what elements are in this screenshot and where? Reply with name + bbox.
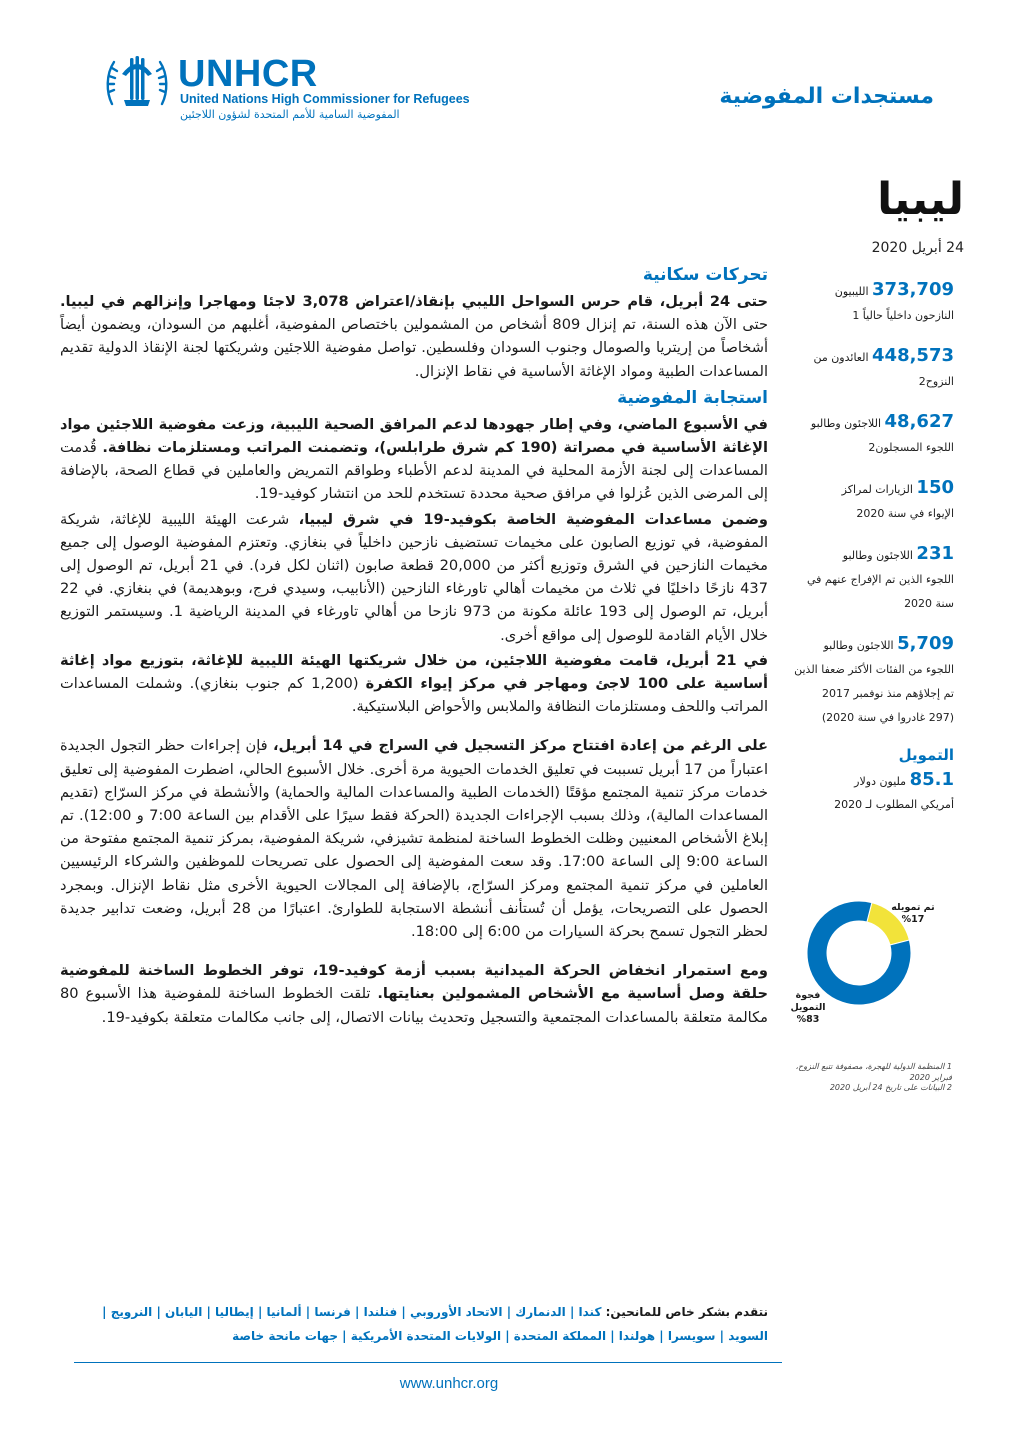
- section-heading-response: استجابة المفوضية: [617, 387, 768, 408]
- donors-acknowledgement: [60, 1300, 768, 1348]
- stat-value: 5,709: [897, 633, 954, 654]
- stat-value: 373,709: [872, 279, 954, 300]
- paragraph: [60, 959, 768, 1029]
- funded-pct: %17: [901, 914, 925, 925]
- paragraph-body: حتى الآن هذه السنة، تم إنزال 809 أشخاص من المشمولين باختصاص المفوضية، أغلبهم من السودان، ويضمون أيضاً أشخاصاً من إريتريا والصومال وجنوب السودان وفلسطين. تواصل مفوضية اللاجئين وشريكتها لجنة الإنقاذ الدولية تقديم المساعدات الطبية ومواد الإغاثة الأساسية في نقاط الإنزال.: [60, 316, 768, 380]
- paragraph: [60, 508, 768, 647]
- footer-divider: [74, 1362, 782, 1363]
- stat-label-inline: العائدون من: [813, 351, 869, 364]
- paragraph-body: فإن إجراءات حظر التجول الجديدة اعتباراً من 17 أبريل تسببت في تعليق الخدمات الحيوية مرة أخرى. خلال الأسبوع الحالي، اضطرت المفوضية إلى تعليق خدمات مركز تنمية المجتمع مؤقتًا (الخدمات الطبية والمساعدات المالية والحماية) والأنشطة في مركز السرّاج (تقديم المساعدات المالية)، وذلك بسبب الإجراءات الجديدة (الحركة فقط سيرًا على الأقدام بين الساعة 7:00 و 12:00). تم إبلاغ الأشخاص المعنيين وظلت الخطوط الساخنة لمنظمة تشيزفي، شريكة المفوضية، بمركز تنمية المجتمع مفتوحة من الساعة 9:00 إلى الساعة 17:00. وقد سعت المفوضية إلى الحصول على تصريحات للموظفين والشركاء الرئيسيين العاملين في مركز تنمية المجتمع ومركز السرّاج، بالإضافة إلى المجالات الحيوية الأخرى مثل نقاط الإنزال. وبمجرد الحصول على التصريحات، يؤمل أن تُستأنف أنشطة الاستجابة للطوارئ. اعتبارًا من 28 أبريل، وضعت تدابير جديدة لحظر التجول تسمح بحركة السيارات من 6:00 إلى 18:00.: [60, 737, 769, 941]
- stat-registered-refugees: [794, 410, 954, 460]
- funded-label: تم تمويله: [891, 902, 935, 913]
- logo-arabic-name: المفوضية السامية للأمم المتحدة لشؤون اللاجئين: [180, 108, 400, 121]
- country-title: ليبيا: [877, 174, 964, 225]
- stat-released: [794, 542, 954, 616]
- stat-detention-visits: [794, 476, 954, 526]
- paragraph-lead: ومع استمرار انخفاض الحركة الميدانية بسبب أزمة كوفيد-19، توفر الخطوط الساخنة للمفوضية حلقة وصل أساسية مع الأشخاص المشمولين بعنايتها.: [60, 962, 768, 1003]
- funding-heading: التمويل: [898, 746, 954, 764]
- paragraph: [60, 290, 768, 383]
- stat-label-inline: الزيارات لمراكز: [841, 483, 913, 496]
- footnote: 2 البيانات على تاريخ 24 أبريل 2020: [829, 1083, 952, 1092]
- paragraph-body: تلقت الخطوط الساخنة للمفوضية هذا الأسبوع 80 مكالمة متعلقة بالمساعدات المجتمعية والتسجيل وتحديث بيانات الاتصال، إلى جانب مكالمات متعلقة بكوفيد-19.: [60, 985, 768, 1026]
- gap-label: فجوة التمويل: [790, 990, 826, 1013]
- document-type-title: مستجدات المفوضية: [719, 84, 934, 109]
- stat-label-inline: اللاجئون وطالبو: [842, 549, 913, 562]
- stat-label-inline: اللاجئون وطالبو: [823, 639, 894, 652]
- stat-label-inline: اللاجئون وطالبو: [810, 417, 882, 430]
- paragraph: [60, 413, 768, 506]
- funding-value: 85.1: [909, 769, 954, 790]
- stat-evacuated: [794, 632, 954, 730]
- footnote: 1 المنظمة الدولية للهجرة، مصفوفة تتبع النزوح، فبراير 2020: [795, 1062, 952, 1082]
- funding-label: أمريكي المطلوب لـ 2020: [834, 798, 954, 811]
- stat-label: اللجوء الذين تم الإفراج عنهم في سنة 2020: [806, 573, 954, 610]
- stat-label: النازحون داخلياً حالياً 1: [852, 309, 954, 322]
- stat-value: 448,573: [872, 345, 954, 366]
- paragraph-body: (1,200 كم جنوب بنغازي). وشملت المساعدات المراتب واللحف ومستلزمات النظافة والملابس والأحواض البلاستيكية.: [60, 675, 768, 716]
- funding-unit: مليون دولار: [854, 775, 907, 788]
- stat-value: 48,627: [884, 411, 954, 432]
- paragraph-lead: في الأسبوع الماضي، وفي إطار جهودها لدعم المرافق الصحية الليبية، وزعت مفوضية اللاجئين مواد الإغاثة الأساسية في مصراتة (190 كم شرق طرابلس)، وتضمنت المراتب ومستلزمات نظافة.: [60, 415, 768, 457]
- stat-label: اللجوء المسجلون2: [868, 441, 954, 454]
- donors-lead: نتقدم بشكر خاص للمانحين:: [605, 1305, 768, 1319]
- paragraph-lead: وضمن مساعدات المفوضية الخاصة بكوفيد-19 في شرق ليبيا،: [298, 510, 769, 528]
- gap-pct: %83: [796, 1014, 820, 1025]
- website-link[interactable]: www.unhcr.org: [399, 1375, 499, 1392]
- report-date: 24 أبريل 2020: [871, 240, 964, 256]
- stat-label-inline: الليبيون: [834, 285, 869, 298]
- key-figures-sidebar: [794, 278, 954, 816]
- paragraph-lead: في 21 أبريل، قامت مفوضية اللاجئين، من خلال شريكتها الهيئة الليبية للإغاثة، بتوزيع مواد إغاثة أساسية على 100 لاجئ ومهاجر في مركز إيواء الكفرة: [60, 651, 769, 693]
- paragraph: [60, 649, 768, 719]
- stat-label: النزوح2: [918, 375, 954, 388]
- section-heading-population: تحركات سكانية: [642, 265, 768, 285]
- paragraph-lead: على الرغم من إعادة افتتاح مركز التسجيل في السراج في 14 أبريل،: [272, 737, 768, 755]
- donors-list: كندا | الدنمارك | الاتحاد الأوروبي | فنلندا | فرنسا | ألمانيا | إيطاليا | اليابان | النرويج | السويد | سويسرا | هولندا | المملكة المتحدة | الولايات المتحدة الأمريكية | جهات مانحة خاصة: [102, 1305, 768, 1343]
- paragraph-body: شرعت الهيئة الليبية للإغاثة، شريكة المفوضية، في توزيع الصابون على مخيمات تستضيف نازحين داخلياً في بنغازي. وتعتزم المفوضية الوصول إلى جميع مخيمات النازحين في الشرق وتوزيع أكثر من 20,000 قطعة صابون (اثنان لكل فرد). في 21 أبريل، تم الوصول إلى 437 نازحًا داخليًا في ثلاث من مخيمات أهالي تاورغاء النازحين (الأنابيب، وسيدي فرج، وبوهديمة) في بنغازي. في 22 أبريل، تم الوصول إلى 193 عائلة مكونة من 973 نازحا من أهالي تاورغاء في المدينة الرياضية 1. وسيستمر التوزيع خلال الأيام القادمة للوصول إلى مواقع أخرى.: [60, 510, 769, 644]
- main-content: [60, 262, 768, 1031]
- stat-returnees: [794, 344, 954, 394]
- stat-value: 231: [916, 543, 954, 564]
- unhcr-emblem-icon: [104, 52, 170, 112]
- stat-value: 150: [916, 477, 954, 498]
- logo-english-name: United Nations High Commissioner for Refugees: [180, 92, 470, 106]
- funded-legend: [888, 902, 938, 926]
- paragraph: [60, 734, 768, 943]
- stat-label: اللجوء من الفئات الأكثر ضعفا الذين تم إجلاؤهم منذ نوفمبر 2017 (297 غادروا في سنة 2020): [794, 663, 954, 724]
- unhcr-logo: [104, 50, 524, 130]
- stat-idps: [794, 278, 954, 328]
- stat-label: الإيواء في سنة 2020: [856, 507, 954, 520]
- paragraph-lead: حتى 24 أبريل، قام حرس السواحل الليبي بإنقاذ/اعتراض 3,078 لاجئا ومهاجرا وإنزالهم في ليبيا.: [60, 293, 768, 310]
- footnotes: [790, 1062, 952, 1094]
- gap-legend: [786, 990, 830, 1026]
- paragraph-body: قُدمت المساعدات إلى لجنة الأزمة المحلية في المدينة لدعم الأطباء وطواقم التمريض والعاملين في قطاع الصحة، بالإضافة إلى المرضى الذين عُزلوا في مرافق صحية محددة تستخدم للحد من انتشار كوفيد-19.: [60, 439, 768, 503]
- logo-wordmark: UNHCR: [178, 53, 318, 95]
